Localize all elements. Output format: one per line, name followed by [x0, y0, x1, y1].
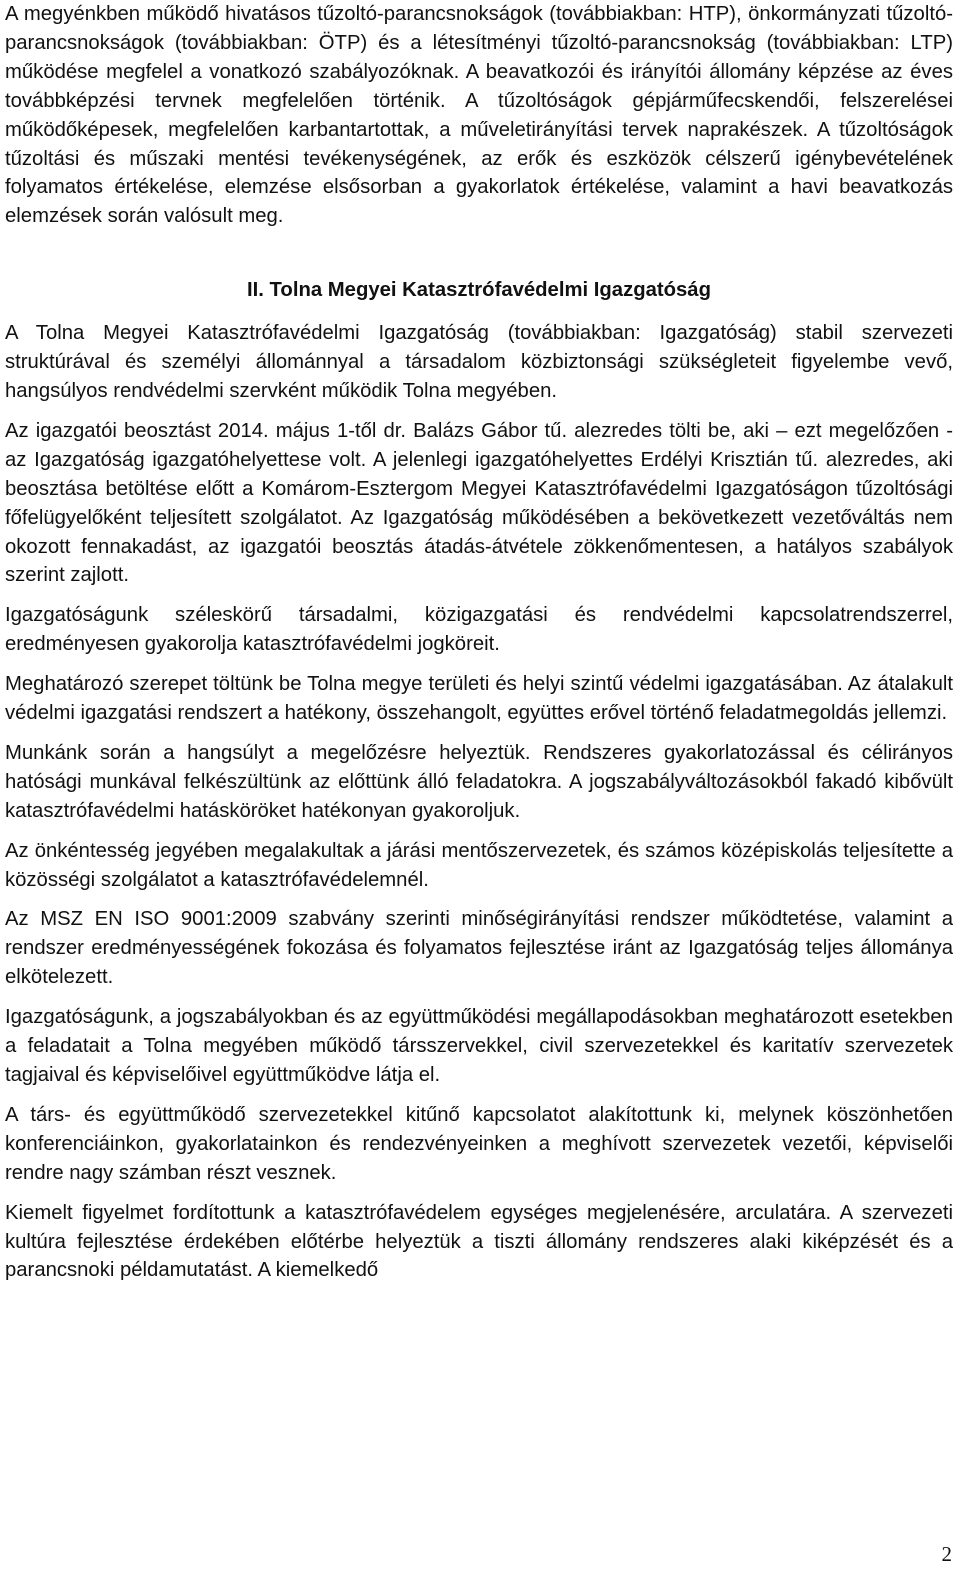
paragraph-10: Kiemelt figyelmet fordítottunk a katasztrófavédelem egységes megjelenésére, arculatára. A szervezeti kultúra fejlesztése érdekében előtérbe helyeztük a tiszti állomány rendszeres alaki kiképzését és a parancsnoki példamutatást. A kiemelkedő	[5, 1201, 953, 1282]
paragraph-2: Az igazgatói beosztást 2014. május 1-től dr. Balázs Gábor tű. alezredes tölti be, aki – ezt megelőzően - az Igazgatóság igazgatóhelyettese volt. A jelenlegi igazgatóhelyettes Erdélyi Krisztián tű. alezredes, aki beosztása betöltése előtt a Komárom-Esztergom Megyei Katasztrófavédelmi Igazgatóságon tűzoltósági főfelügyelőként teljesített szolgálatot. Az Igazgatóság működésében a bekövetkezett vezetőváltás nem okozott fennakadást, az igazgatói beosztás átadás-átvétele zökkenőmentesen, a hatályos szabályok szerint zajlott.	[5, 419, 953, 587]
paragraph-5: Munkánk során a hangsúlyt a megelőzésre helyeztük. Rendszeres gyakorlatozással és célirányos hatósági munkával felkészültünk az előttünk álló feladatokra. A jogszabályváltozásokból fakadó kibővült katasztrófavédelmi hatásköröket hatékonyan gyakoroljuk.	[5, 741, 953, 822]
section-title: II. Tolna Megyei Katasztrófavédelmi Igazgatóság	[247, 279, 711, 302]
paragraph-4: Meghatározó szerepet töltünk be Tolna megye területi és helyi szintű védelmi igazgatásában. Az átalakult védelmi igazgatási rendszert a hatékony, összehangolt, együttes erővel történő feladatmegoldás jellemzi.	[5, 673, 953, 725]
paragraph-3: Igazgatóságunk széleskörű társadalmi, közigazgatási és rendvédelmi kapcsolatrendszerrel, eredményesen gyakorolja katasztrófavédelmi jogköreit.	[5, 604, 953, 656]
paragraph-6: Az önkéntesség jegyében megalakultak a járási mentőszervezetek, és számos középiskolás teljesítette a közösségi szolgálatot a katasztrófavédelemnél.	[5, 839, 953, 891]
paragraph-9: A társ- és együttműködő szervezetekkel kitűnő kapcsolatot alakítottunk ki, melynek köszönhetően konferenciáinkon, gyakorlatainkon és rendezvényeinken a meghívott szervezetek vezetői, képviselői rendre nagy számban részt vesznek.	[5, 1103, 953, 1184]
section-heading-wrap	[5, 276, 953, 305]
paragraph-8: Igazgatóságunk, a jogszabályokban és az együttműködési megállapodásokban meghatározott esetekben a feladatait a Tolna megyében működő társszervekkel, civil szervezetekkel és karitatív szervezetek tagjaival és képviselőivel együttműködve látja el.	[5, 1006, 953, 1086]
page-number: 2	[941, 1542, 952, 1566]
intro-paragraph: A megyénkben működő hivatásos tűzoltó-parancsnokságok (továbbiakban: HTP), önkormányzati tűzoltó-parancsnokságok (továbbiakban: ÖTP) és a létesítményi tűzoltó-parancsnokság (továbbiakban: LTP) működése megfelel a vonatkozó szabályozóknak. A beavatkozói és irányítói állomány képzése az éves továbbképzési tervnek megfelelően történik. A tűzoltóságok gépjárműfecskendői, felszerelései működőképesek, megfelelően karbantartottak, a műveletirányítási tervek naprakészek. A tűzoltóságok tűzoltási és műszaki mentési tevékenységének, az erők és eszközök célszerű igénybevételének folyamatos értékelése, elemzése elsősorban a gyakorlatok értékelése, valamint a havi beavatkozás elemzések során valósult meg.	[5, 3, 953, 228]
paragraph-7: Az MSZ EN ISO 9001:2009 szabvány szerinti minőségirányítási rendszer működtetése, valamint a rendszer eredményességének fokozása és folyamatos fejlesztése iránt az Igazgatóság teljes állománya elkötelezett.	[5, 908, 953, 989]
paragraph-1: A Tolna Megyei Katasztrófavédelmi Igazgatóság (továbbiakban: Igazgatóság) stabil szervezeti struktúrával és személyi állománnyal a társadalom közbiztonsági szükségleteit figyelembe vevő, hangsúlyos rendvédelmi szervként működik Tolna megyében.	[5, 322, 953, 402]
document-page	[5, 0, 953, 1285]
